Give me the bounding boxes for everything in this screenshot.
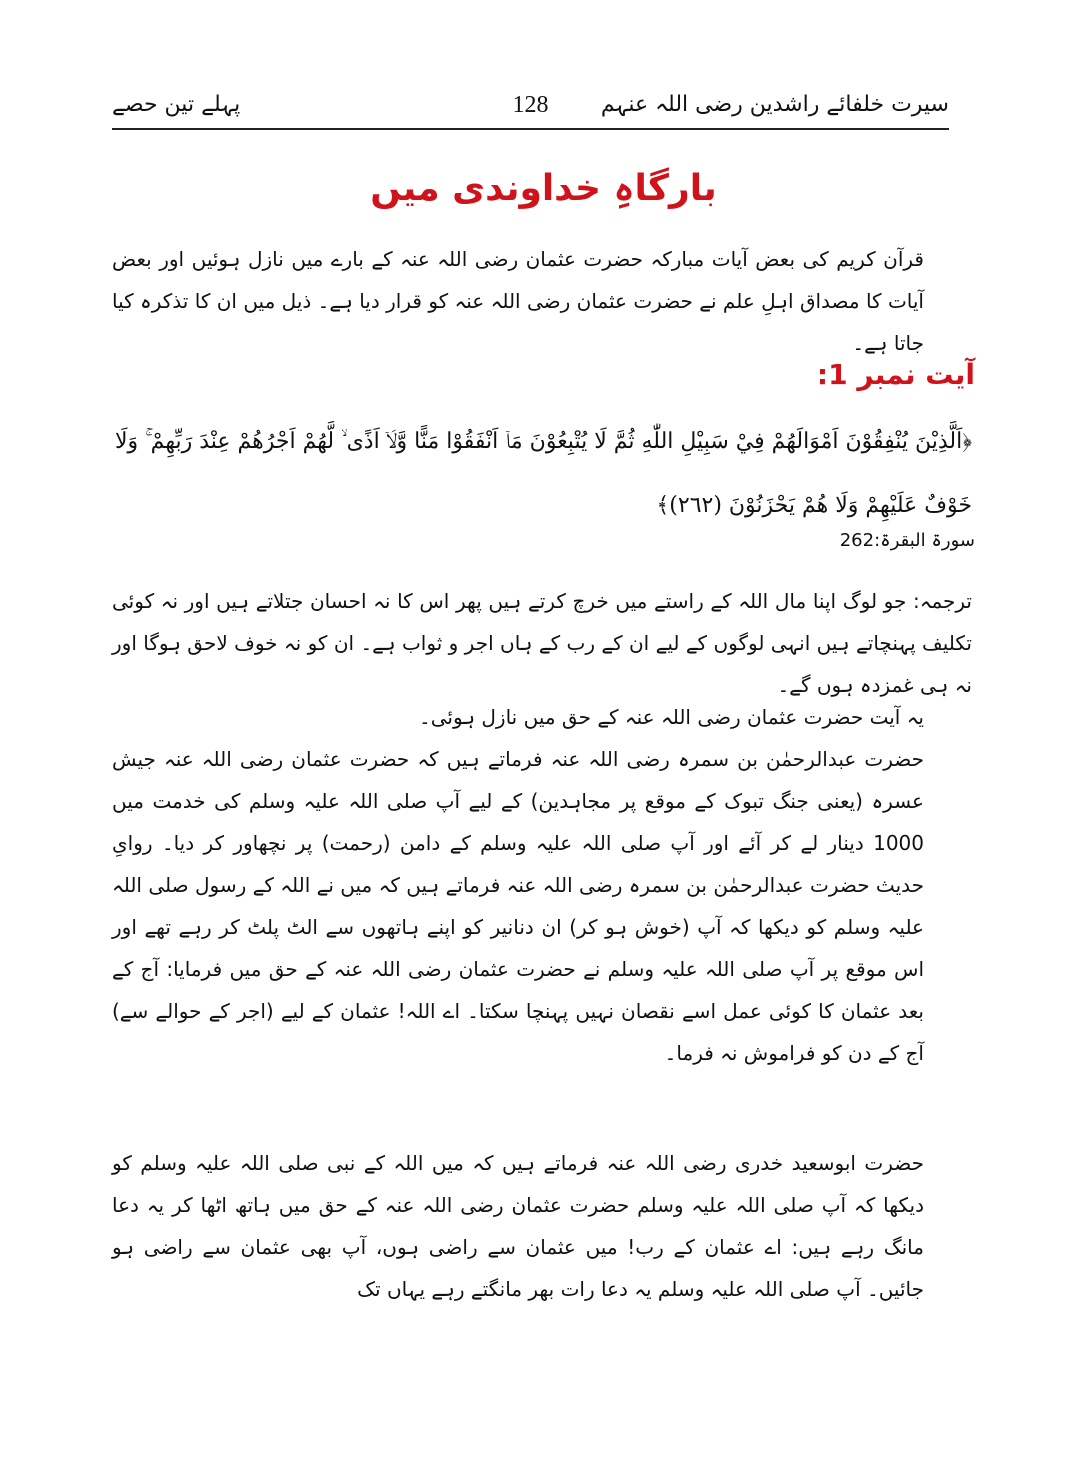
verse-heading: آیت نمبر 1: <box>816 358 975 391</box>
intro-paragraph: قرآن کریم کی بعض آیات مبارکہ حضرت عثمان رضی اللہ عنہ کے بارے میں نازل ہوئیں اور بعض آیات کا مصداق اہلِ علم نے حضرت عثمان رضی اللہ عنہ کو قرار دیا ہے۔ ذیل میں ان کا تذکرہ کیا جاتا ہے۔ <box>112 247 924 355</box>
section-title: بارگاہِ خداوندی میں <box>370 168 717 209</box>
revelation-note: یہ آیت حضرت عثمان رضی اللہ عنہ کے حق میں نازل ہوئی۔ <box>419 705 924 729</box>
page-number: 128 <box>512 92 549 118</box>
hadith-paragraph-2: حضرت ابوسعید خدری رضی اللہ عنہ فرماتے ہیں کہ میں اللہ کے نبی صلی اللہ علیہ وسلم کو دیکھا کہ آپ صلی اللہ علیہ وسلم حضرت عثمان رضی اللہ عنہ کے حق میں ہاتھ اٹھا کر یہ دعا مانگ رہے ہیں: اے عثمان کے رب! میں عثمان سے راضی ہوں، آپ بھی عثمان سے راضی ہو جائیں۔ آپ صلی اللہ علیہ وسلم یہ دعا رات بھر مانگتے رہے یہاں تک <box>112 1151 924 1301</box>
page-header <box>112 92 949 130</box>
verse-reference: سورۃ البقرۃ:262 <box>839 530 975 551</box>
part-label: پہلے تین حصے <box>112 92 241 117</box>
book-title: سیرت خلفائے راشدین رضی اللہ عنہم <box>600 92 949 117</box>
quran-verse: ﴿اَلَّذِيْنَ يُنْفِقُوْنَ اَمْوَالَهُمْ فِيْ سَبِيْلِ اللّٰهِ ثُمَّ لَا يُتْبِعُوْنَ مَاۤ اَنْفَقُوْا مَنًّا وَّلَاۤ اَذًى ۙ لَّهُمْ اَجْرُهُمْ عِنْدَ رَبِّهِمْ ۚ وَلَا خَوْفٌ عَلَيْهِمْ وَلَا هُمْ يَحْزَنُوْنَ (٢٦٢)﴾ <box>115 429 972 518</box>
hadith-paragraph-1: حضرت عبدالرحمٰن بن سمرہ رضی اللہ عنہ فرماتے ہیں کہ حضرت عثمان رضی اللہ عنہ جیش عسرہ (یعنی جنگ تبوک کے موقع پر مجاہدین) کے لیے آپ صلی اللہ علیہ وسلم کی خدمت میں 1000 دینار لے کر آئے اور آپ صلی اللہ علیہ وسلم کے دامن (رحمت) پر نچھاور کر دیا۔ روایِ حدیث حضرت عبدالرحمٰن بن سمرہ رضی اللہ عنہ فرماتے ہیں کہ میں نے اللہ کے رسول صلی اللہ علیہ وسلم کو دیکھا کہ آپ (خوش ہو کر) ان دنانیر کو اپنے ہاتھوں سے الٹ پلٹ کر رہے تھے اور اس موقع پر آپ صلی اللہ علیہ وسلم نے حضرت عثمان رضی اللہ عنہ کے حق میں فرمایا: آج کے بعد عثمان کا کوئی عمل اسے نقصان نہیں پہنچا سکتا۔ اے اللہ! عثمان کے لیے (اجر کے حوالے سے) آج کے دن کو فراموش نہ فرما۔ <box>112 747 924 1065</box>
translation-paragraph: ترجمہ: جو لوگ اپنا مال اللہ کے راستے میں خرچ کرتے ہیں پھر اس کا نہ احسان جتلاتے ہیں اور نہ کوئی تکلیف پہنچاتے ہیں انہی لوگوں کے لیے ان کے رب کے ہاں اجر و ثواب ہے۔ ان کو نہ خوف لاحق ہوگا اور نہ ہی غمزدہ ہوں گے۔ <box>112 589 972 697</box>
